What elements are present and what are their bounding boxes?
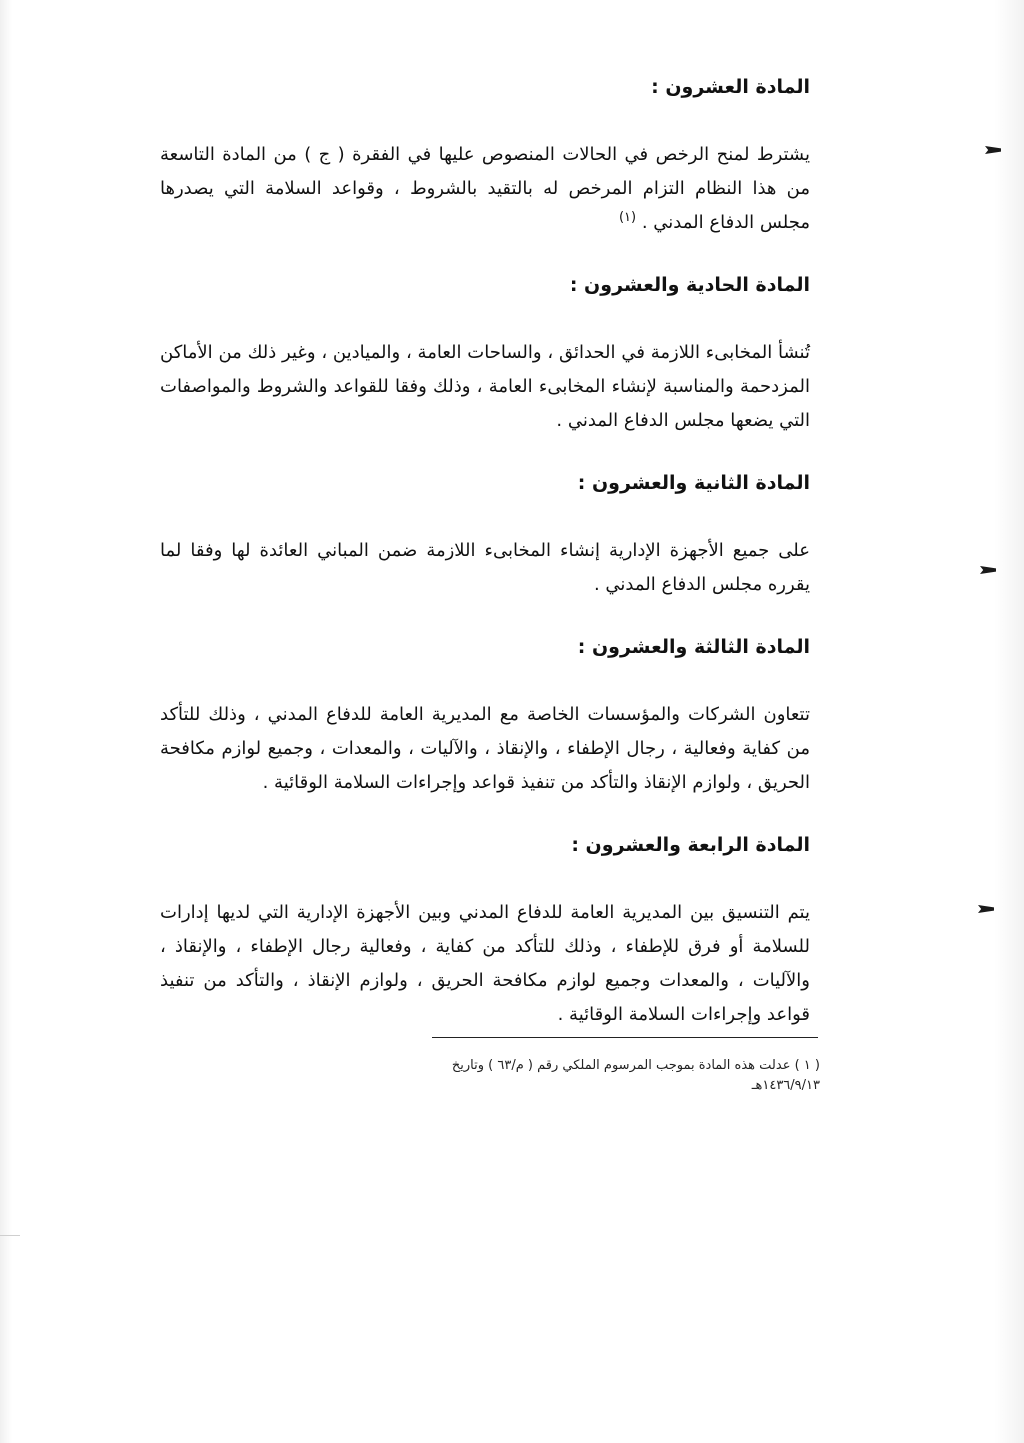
article-23 (160, 632, 810, 800)
scan-left-shadow (0, 0, 12, 1443)
article-body: تُنشأ المخابىء اللازمة في الحدائق ، والساحات العامة ، والميادين ، وغير ذلك من الأماكن المزدحمة والمناسبة لإنشاء المخابىء العامة ، وذلك وفقا للقواعد والشروط والمواصفات التي يضعها مجلس الدفاع المدني . (160, 342, 810, 431)
scan-crease (0, 1235, 20, 1236)
article-title: المادة الثالثة والعشرون : (577, 636, 810, 658)
document-content (160, 60, 810, 1032)
footnote-divider (432, 1037, 818, 1038)
article-title: المادة الرابعة والعشرون : (571, 834, 810, 856)
article-title: المادة العشرون : (651, 76, 810, 98)
footnote: ( ١ ) عدلت هذه المادة بموجب المرسوم الملكي رقم ( م/٦٣ ) وتاريخ ١٤٣٦/٩/١٣هـ (451, 1058, 820, 1093)
article-22 (160, 468, 810, 602)
scan-right-shadow (994, 0, 1024, 1443)
article-title: المادة الثانية والعشرون : (577, 472, 810, 494)
article-20 (160, 72, 810, 240)
margin-mark-3 (978, 905, 994, 913)
article-title: المادة الحادية والعشرون : (569, 274, 810, 296)
article-body (160, 138, 810, 240)
article-body: تتعاون الشركات والمؤسسات الخاصة مع المديرية العامة للدفاع المدني ، وذلك للتأكد من كفاية وفعالية ، رجال الإطفاء ، والإنقاذ ، والآليات ، والمعدات ، وجميع لوازم مكافحة الحريق ، ولوازم الإنقاذ والتأكد من تنفيذ قواعد وإجراءات السلامة الوقائية . (160, 704, 810, 793)
article-21 (160, 270, 810, 438)
article-body: يتم التنسيق بين المديرية العامة للدفاع المدني وبين الأجهزة الإدارية التي لديها إدارات للسلامة أو فرق للإطفاء ، وذلك للتأكد من كفاية ، وفعالية رجال الإطفاء ، والإنقاذ ، والآليات ، والمعدات وجميع لوازم مكافحة الحريق ، ولوازم الإنقاذ ، والتأكد من تنفيذ قواعد وإجراءات السلامة الوقائية . (160, 902, 810, 1025)
footnote-reference[interactable]: (١) (618, 210, 637, 225)
article-24 (160, 830, 810, 1032)
article-body-text: يشترط لمنح الرخص في الحالات المنصوص عليها في الفقرة ( ج ) من المادة التاسعة من هذا النظام التزام المرخص له بالتقيد بالشروط ، وقواعد السلامة التي يصدرها مجلس الدفاع المدني . (160, 144, 810, 233)
article-body: على جميع الأجهزة الإدارية إنشاء المخابىء اللازمة ضمن المباني العائدة لها وفقا لما يقرره مجلس الدفاع المدني . (160, 540, 810, 595)
